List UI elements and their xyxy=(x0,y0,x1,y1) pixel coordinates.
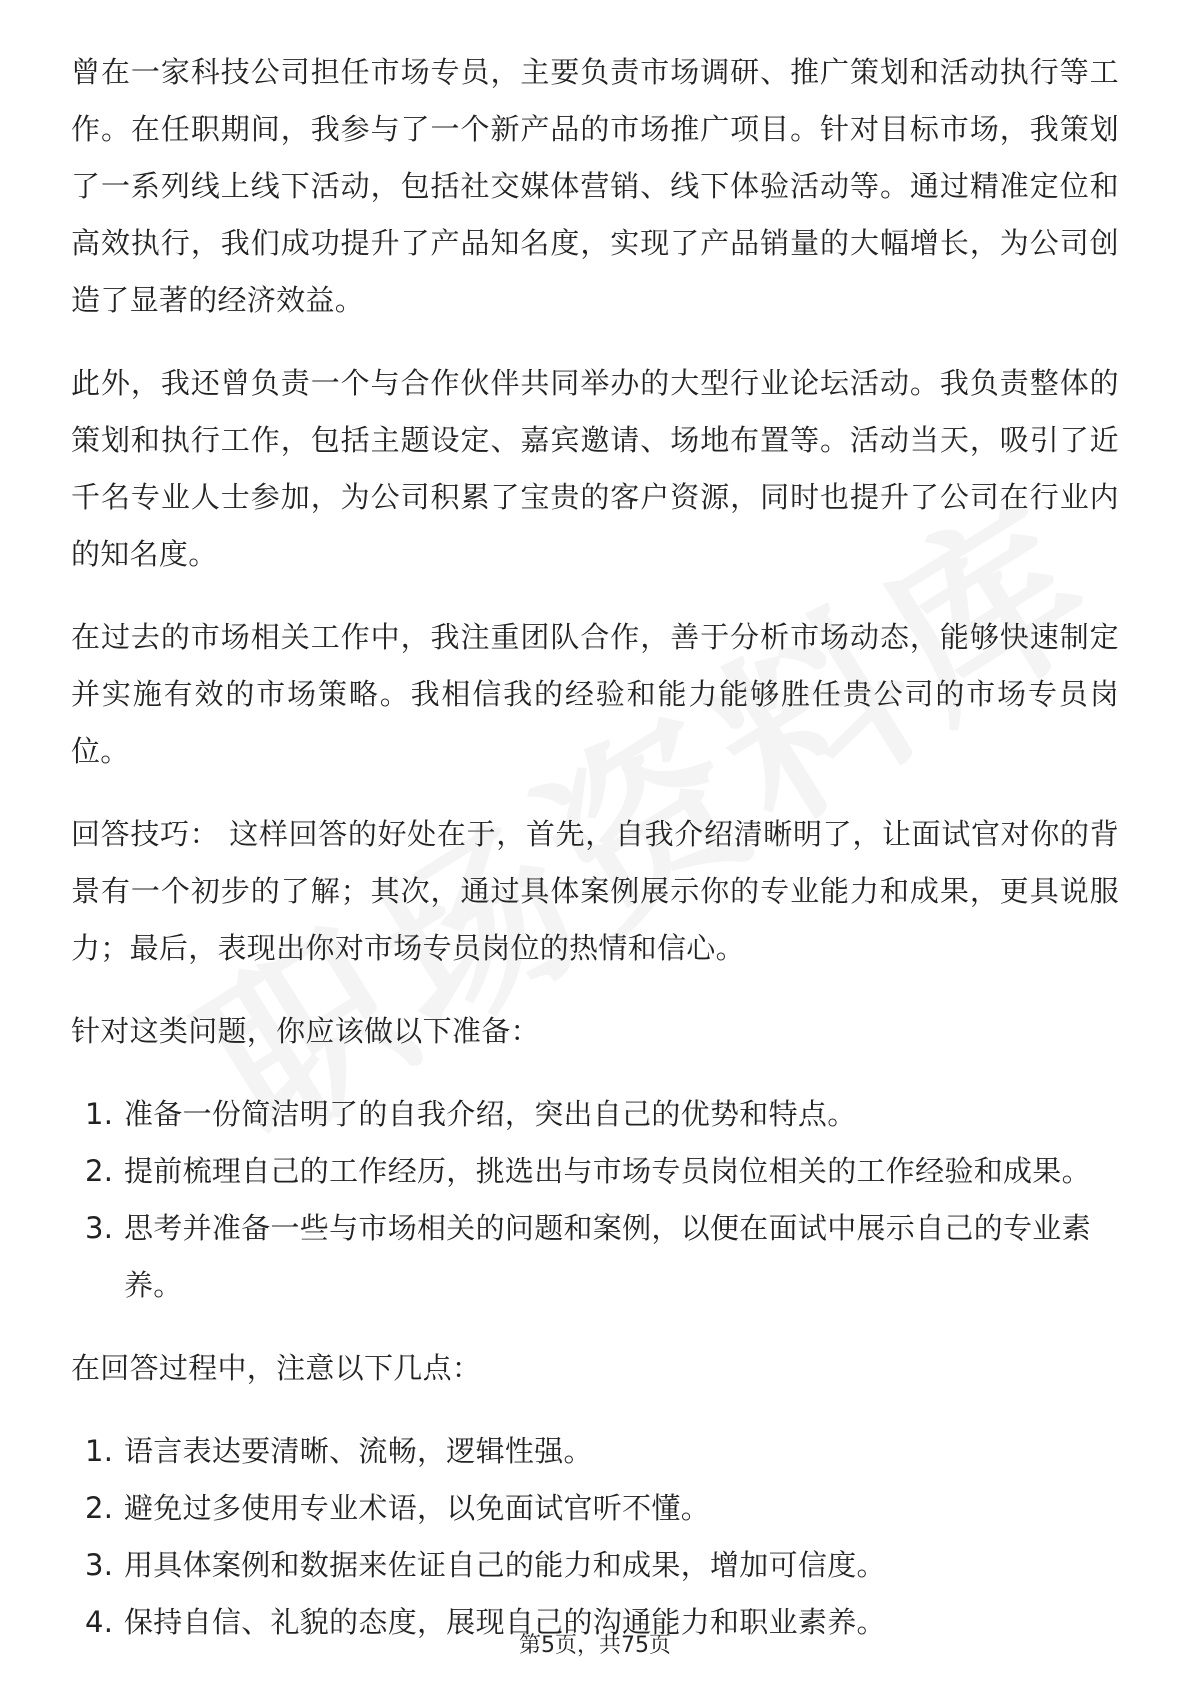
list-text: 提前梳理自己的工作经历，挑选出与市场专员岗位相关的工作经验和成果。 xyxy=(124,1154,1091,1188)
paragraph-experience: 曾在一家科技公司担任市场专员，主要负责市场调研、推广策划和活动执行等工作。在任职期间，我参与了一个新产品的市场推广项目。针对目标市场，我策划了一系列线上线下活动，包括社交媒体营销、线下体验活动等。通过精准定位和高效执行，我们成功提升了产品知名度，实现了产品销量的大幅增长，为公司创造了显著的经济效益。 xyxy=(71,55,1119,317)
list-text: 避免过多使用专业术语，以免面试官听不懂。 xyxy=(124,1491,711,1525)
attention-list xyxy=(71,1423,1119,1651)
paragraph-prep-intro: 针对这类问题，你应该做以下准备： xyxy=(71,1014,540,1048)
paragraph-summary: 在过去的市场相关工作中，我注重团队合作，善于分析市场动态，能够快速制定并实施有效的市场策略。我相信我的经验和能力能够胜任贵公司的市场专员岗位。 xyxy=(71,620,1119,768)
list-item xyxy=(71,1537,1119,1594)
list-text: 保持自信、礼貌的态度，展现自己的沟通能力和职业素养。 xyxy=(124,1605,886,1639)
list-number: 2. xyxy=(85,1154,114,1188)
list-number: 4. xyxy=(85,1605,114,1639)
paragraph-attention-intro: 在回答过程中，注意以下几点： xyxy=(71,1351,482,1385)
list-text: 准备一份简洁明了的自我介绍，突出自己的优势和特点。 xyxy=(124,1097,857,1131)
document-body xyxy=(71,44,1119,1677)
list-item xyxy=(71,1480,1119,1537)
list-number: 3. xyxy=(85,1548,114,1582)
list-text: 用具体案例和数据来佐证自己的能力和成果，增加可信度。 xyxy=(124,1548,886,1582)
list-number: 3. xyxy=(85,1211,114,1245)
list-item xyxy=(71,1086,1119,1143)
list-number: 2. xyxy=(85,1491,114,1525)
list-item xyxy=(71,1200,1119,1314)
list-text: 思考并准备一些与市场相关的问题和案例，以便在面试中展示自己的专业素养。 xyxy=(124,1211,1091,1302)
list-number: 1. xyxy=(85,1434,114,1468)
list-text: 语言表达要清晰、流畅，逻辑性强。 xyxy=(124,1434,593,1468)
paragraph-answer-tips: 回答技巧： 这样回答的好处在于，首先，自我介绍清晰明了，让面试官对你的背景有一个初步的了解；其次，通过具体案例展示你的专业能力和成果，更具说服力；最后，表现出你对市场专员岗位的热情和信心。 xyxy=(71,817,1119,965)
prep-list xyxy=(71,1086,1119,1314)
list-item xyxy=(71,1143,1119,1200)
paragraph-forum: 此外，我还曾负责一个与合作伙伴共同举办的大型行业论坛活动。我负责整体的策划和执行工作，包括主题设定、嘉宾邀请、场地布置等。活动当天，吸引了近千名专业人士参加，为公司积累了宝贵的客户资源，同时也提升了公司在行业内的知名度。 xyxy=(71,366,1119,571)
list-item xyxy=(71,1423,1119,1480)
list-number: 1. xyxy=(85,1097,114,1131)
page-number: 第5页，共75页 xyxy=(519,1633,671,1658)
